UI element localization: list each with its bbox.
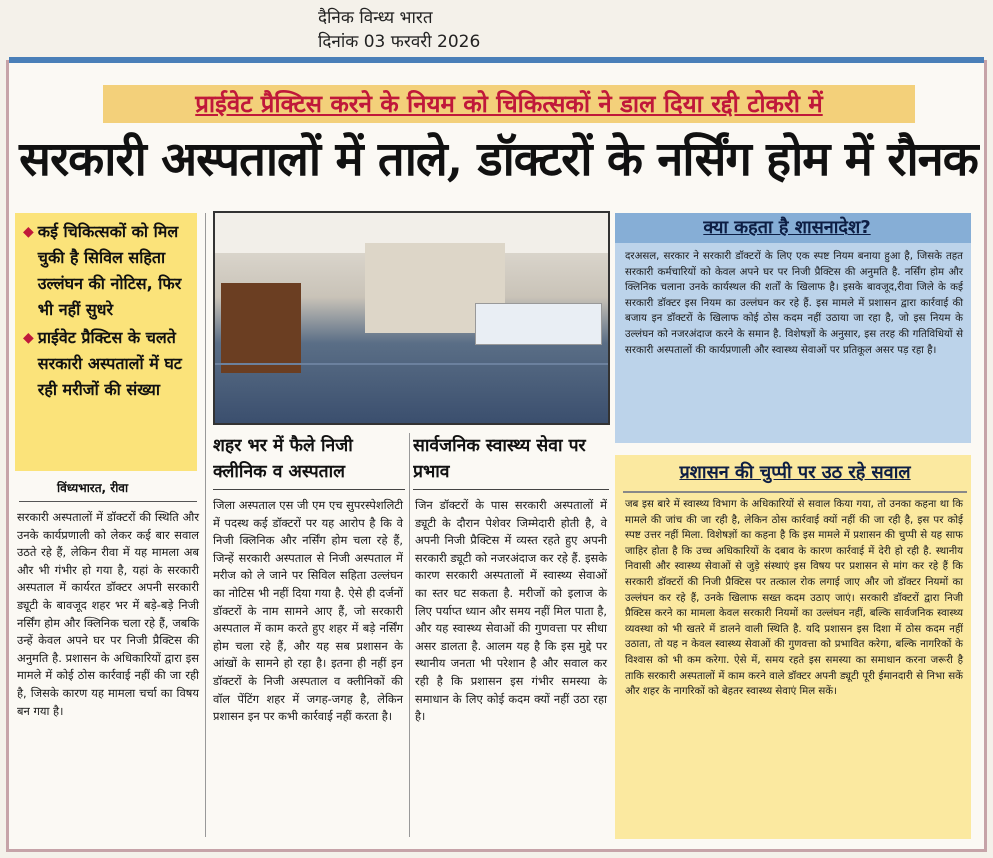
section1-body: जिला अस्पताल एस जी एम एच सुपरस्पेशलिटी में पदस्थ कई डॉक्टरों पर यह आरोप है कि वे निजी क्लिनिक और नर्सिंग होम चला रहे हैं, जिन्हें सरकारी अस्पताल से निजी अस्पताल में मरीज को ले जाने पर सिविल सहिता उल्लंघन का नोटिस भी नहीं दिया गया है. ऐसे ही दर्जनों डॉक्टरों के नाम सामने आए हैं, जो सरकारी अस्पताल में काम करते हुए शहर में बड़े नर्सिंग होम चला रहे हैं, और यह सब प्रशासन के आंखों के सामने हो रहा है। इतना ही नहीं इन डॉक्टरों के निजी अस्पताल व क्लीनिकों की वॉल पेंटिंग शहर में जगह-जगह है, लेकिन प्रशासन इन पर कभी कार्रवाई नहीं करता है। (213, 498, 403, 724)
section1-heading: शहर भर में फैले निजी क्लीनिक व अस्पताल (213, 436, 353, 482)
masthead-paper: दैनिक विन्ध्य भारत (318, 8, 433, 28)
section2-rule (413, 489, 609, 490)
section2-heading: सार्वजनिक स्वास्थ्य सेवा पर प्रभाव (413, 436, 586, 482)
main-headline: सरकारी अस्पतालों में ताले, डॉक्टरों के नर्सिंग होम में रौनक (19, 132, 978, 187)
photo-reception-desk (221, 283, 301, 373)
column-divider (205, 213, 206, 837)
silence-body: जब इस बारे में स्वास्थ्य विभाग के अधिकारियों से सवाल किया गया, तो उनका कहना था कि मामले की जांच की जा रही है, लेकिन ठोस कार्रवाई क्यों नहीं की जा रही है, इस पर कोई स्पष्ट उत्तर नहीं मिला. विशेषज्ञों का कहना है कि इस मामले में प्रशासन की चुप्पी से यह साफ जाहिर होता है कि उच्च अधिकारियों के दबाव के कारण कार्रवाई में देरी हो रही है. स्थानीय निवासी और स्वास्थ्य सेवाओं से जुड़े संस्थाएं इस विषय पर प्रशासन से मांग कर रहे हैं कि सरकारी डॉक्टरों की निजी प्रैक्टिस पर तत्काल रोक लगाई जाए और जो डॉक्टर नियमों का उल्लंघन कर रहे हैं, उनके खिलाफ सख्त कदम उठाए जाएं। सरकारी डॉक्टरों द्वारा निजी प्रैक्टिस करने का मामला केवल सरकारी नियमों का उल्लंघन नहीं, बल्कि सार्वजनिक स्वास्थ्य व्यवस्था को भी खतरे में डालने वाली स्थिति है. यदि प्रशासन इस दिशा में ठोस कदम नहीं उठाता, तो यह न केवल स्वास्थ्य सेवाओं की गुणवत्ता को प्रभावित करेगा, बल्कि नागरिकों के विश्वास को भी कम करेगा. ऐसे में, समय रहते इस समस्या का समाधान करना जरूरी है ताकि सरकारी अस्पतालों में काम करने वाले डॉक्टर अपनी ड्यूटी पूरी ईमानदारी से निभा सकें और शहर के नागरिकों को बेहतर स्वास्थ्य सेवाएं मिल सकें। (625, 499, 963, 698)
silence-box (615, 455, 971, 839)
masthead (318, 6, 480, 54)
photo-floor (215, 363, 608, 365)
highlight-text: प्राईवेट प्रैक्टिस के चलते सरकारी अस्पतालों में घट रही मरीजों की संख्या (37, 328, 182, 399)
highlight-text: कई चिकित्सकों को मिल चुकी है सिविल सहिता उल्लंघन की नोटिस, फिर भी नहीं सुधरे (37, 222, 182, 319)
byline-rule (19, 501, 197, 502)
directive-heading: क्या कहता है शासनादेश? (703, 217, 871, 238)
silence-heading: प्रशासन की चुप्पी पर उठ रहे सवाल (679, 462, 911, 483)
highlight-item (23, 325, 191, 403)
byline: विंध्यभारत, रीवा (57, 481, 129, 495)
intro-text: सरकारी अस्पतालों में डॉक्टरों की स्थिति और उनके कार्यप्रणाली को लेकर कई बार सवाल उठते रहे हैं, लेकिन रीवा में यह मामला अब और भी गंभीर हो गया है, यहां के सरकारी अस्पताल में कार्यरत डॉक्टर अपनी सरकारी ड्यूटी के बावजूद शहर भर में बड़े-बड़े निजी नर्सिंग होम और क्लिनिक चला रहे हैं, जबकि उन्हें केवल अपने घर पर निजी प्रैक्टिस की अनुमति है. प्रशासन के अधिकारियों द्वारा इस मामले में कोई ठोस कार्रवाई नहीं की जा रही है, जिसके कारण यह मामला चर्चा का विषय बन गया है। (17, 510, 199, 718)
news-clipping (6, 60, 987, 852)
section2-body: जिन डॉक्टरों के पास सरकारी अस्पतालों में ड्यूटी के दौरान पेशेवर जिम्मेदारी होती है, वे अपनी निजी प्रैक्टिस में व्यस्त रहते हुए अपनी सरकारी ड्यूटी को नजरअंदाज कर रहे हैं. इसके कारण सरकारी अस्पतालों में स्वास्थ्य सेवाओं का स्तर घट सकता है. मरीजों को इलाज के लिए पर्याप्त ध्यान और समय नहीं मिल पाता है, और यह स्वास्थ्य सेवाओं की गुणवत्ता पर सीधा असर डालता है. आलम यह है कि इस मुद्दे पर स्थानीय जनता भी परेशान है और सवाल कर रही है कि प्रशासन इस गंभीर समस्या के समाधान के लिए कोई कदम क्यों नहीं उठा रहा है। (415, 498, 607, 724)
hospital-photo (213, 211, 610, 425)
directive-body: दरअसल, सरकार ने सरकारी डॉक्टरों के लिए एक स्पष्ट नियम बनाया हुआ है, जिसके तहत सरकारी कर्मचारियों को केवल अपने घर पर निजी प्रैक्टिस की अनुमति है. नर्सिंग होम और क्लिनिक चलाना उनके कार्यस्थल की शर्तों के खिलाफ है। इसके बावजूद,रीवा जिले के कई सरकारी डॉक्टर इस नियम का उल्लंघन कर रहे हैं. इस मामले में प्रशासन द्वारा कार्रवाई की बजाय इन डॉक्टरों के खिलाफ कोई ठोस कदम नहीं उठाया जा रहा है, जो इस नियम के उल्लंघन को नजरअंदाज करने के समान है. विशेषज्ञों के अनुसार, इस तरह की गतिविधियों से सरकारी अस्पतालों की कार्यप्रणाली और स्वास्थ्य सेवाओं पर प्रतिकूल असर पड़ रहा है। (625, 251, 963, 356)
directive-box (615, 213, 971, 443)
highlight-item (23, 219, 191, 323)
column-divider (409, 433, 410, 837)
masthead-date: दिनांक 03 फरवरी 2026 (318, 32, 481, 52)
kicker-headline: प्राईवेट प्रैक्टिस करने के नियम को चिकित्सकों ने डाल दिया रद्दी टोकरी में (103, 85, 915, 123)
diamond-bullet-icon: ◆ (23, 224, 34, 240)
section1-rule (213, 489, 405, 490)
silence-header (623, 455, 967, 493)
photo-hospital-bed (475, 303, 602, 345)
highlights-box (15, 213, 197, 471)
top-rule (9, 57, 984, 63)
diamond-bullet-icon: ◆ (23, 330, 34, 346)
directive-header (615, 213, 971, 243)
